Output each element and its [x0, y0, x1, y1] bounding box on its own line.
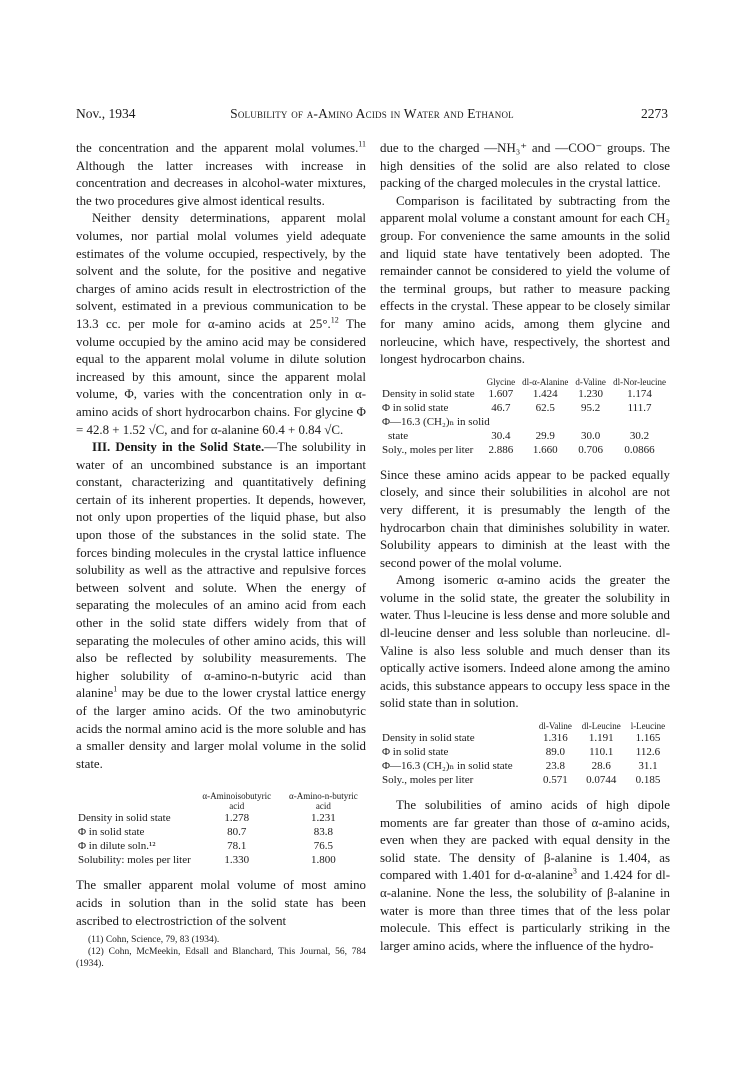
- table-cell: 23.8: [545, 760, 566, 773]
- table-cell: 29.9: [535, 429, 555, 442]
- table-cell: 1.230: [578, 387, 603, 400]
- row-label: Density in solid state: [78, 812, 171, 825]
- table-row: [76, 811, 366, 825]
- table-cell: 111.7: [627, 401, 652, 414]
- table-cell: 76.5: [313, 840, 333, 853]
- reference-marker: 3: [572, 867, 577, 877]
- footnote: (11) Cohn, Science, 79, 83 (1934).: [88, 935, 220, 946]
- column-header: α-Amino-n-butyric acid: [288, 791, 358, 812]
- packing-table: [380, 377, 670, 457]
- row-label: Density in solid state: [382, 732, 475, 745]
- table-cell: 1.660: [532, 443, 558, 456]
- table-row: [380, 759, 670, 773]
- table-cell: 1.800: [310, 854, 336, 867]
- table-row: [380, 773, 670, 787]
- column-header: [76, 791, 193, 811]
- text-run: Although the latter increases with increase in concentration and decreases in alcohol-water mixtures, the two procedures give almost identical results.: [76, 158, 366, 208]
- row-label: Soly., moles per liter: [382, 774, 474, 787]
- row-label: Solubility: moles per liter: [78, 854, 191, 867]
- table-cell: 112.6: [635, 746, 661, 759]
- table-cell: 83.8: [313, 826, 333, 839]
- table-row: [380, 443, 670, 457]
- table-cell: 2.886: [488, 443, 514, 456]
- page-header: [76, 106, 668, 126]
- right-column: [380, 140, 670, 955]
- table-cell: 78.1: [227, 840, 247, 853]
- column-header: l-Leucine: [630, 721, 666, 732]
- table-cell: 46.7: [491, 401, 511, 414]
- table-cell: 1.278: [224, 812, 250, 825]
- table-cell: 1.174: [627, 387, 652, 400]
- text-run: the concentration and the apparent molal volumes.: [76, 141, 359, 155]
- paragraph: Since these amino acids appear to be packed equally closely, and since their solubilities in alcohol are not very different, it is presumably the length of the hydrocarbon chain that diminishes solubility in water. Solubility appears to diminish at the least with the second power of the molal volume.: [380, 467, 670, 570]
- table-cell: 0.0866: [624, 443, 655, 456]
- journal-date: Nov., 1934: [76, 106, 136, 121]
- text-run: may be due to the lower crystal lattice energy of the larger amino acids. Of the two aminobutyric acids the normal amino acid is the more soluble and has a smaller density and larger molal volume in the solid state.: [76, 686, 366, 771]
- reference-marker: 11: [358, 139, 366, 149]
- row-label: Φ in solid state: [382, 746, 449, 759]
- table-row: [76, 825, 366, 839]
- column-header: dl-Valine: [538, 721, 572, 732]
- table-cell: 0.706: [578, 443, 603, 456]
- section-heading: III. Density in the Solid State.: [92, 440, 265, 455]
- table-row: [380, 387, 670, 401]
- table-cell: 95.2: [580, 401, 601, 414]
- table-cell: 28.6: [591, 760, 611, 773]
- row-label: Soly., moles per liter: [382, 443, 474, 456]
- paragraph: Comparison is facilitated by subtracting from the apparent molal volume a constant amount for each CH₂ group. For convenience the same amounts in the solid and liquid state have tentatively been adopted. The remainder cannot be considered to yield the volume of the terminal groups, but rather to measure packing effects in the crystal. These appear to be closely similar for many amino acids, among them glycine and norleucine, which have, respectively, the shortest and longest hydrocarbon chains.: [380, 193, 670, 367]
- paragraph: The smaller apparent molal volume of most amino acids in solution than in the solid state has been ascribed to electrostriction of the solvent: [76, 878, 366, 928]
- footnote: (12) Cohn, McMeekin, Edsall and Blanchard, This Journal, 56, 784 (1934).: [76, 947, 366, 970]
- row-label: Φ—16.3 (CH₂)ₙ in solid state: [382, 760, 513, 773]
- table-row: [380, 731, 670, 745]
- table-cell: 110.1: [589, 746, 614, 759]
- table-cell: 31.1: [638, 760, 658, 773]
- paragraph: due to the charged —NH₃⁺ and —COO⁻ groups. The high densities of the solid are also related to close packing of the charged molecules in the crystal lattice.: [380, 141, 670, 191]
- table-row: [380, 429, 670, 443]
- row-label: Density in solid state: [382, 387, 475, 400]
- row-label: state: [388, 429, 409, 442]
- column-header: [380, 377, 484, 387]
- table-cell: 1.165: [635, 732, 661, 745]
- isomer-table: [380, 721, 670, 787]
- text-run: and 1.424 for dl-α-alanine. None the less, the solubility of β-alanine in water is more than three times that of the less polar molecule. This effect is particularly striking in the larger amino acids, where the influence of the hydro-: [380, 868, 670, 953]
- left-column: [76, 140, 366, 970]
- table-cell: 1.424: [532, 387, 558, 400]
- running-title: Solubility of α-Amino Acids in Water and Ethanol: [230, 106, 514, 121]
- table-cell: 89.0: [545, 746, 566, 759]
- table-cell: 0.571: [543, 774, 568, 787]
- row-label: Φ in solid state: [382, 401, 449, 414]
- table-cell: 1.330: [224, 854, 250, 867]
- text-run: The volume occupied by the amino acid may be considered equal to the apparent molal volume in dilute solution increased by this amount, since the apparent molal volume, Φ, varies with the concentration only in α-amino acids of short hydrocarbon chains. For glycine Φ = 42.8 + 1.52 √C, and for α-alanine 60.4 + 0.84 √C.: [76, 316, 366, 437]
- text-run: —The solubility in water of an uncombined substance is an important constant, characterizing and quantitatively defining certain of its inherent properties. It depends, however, not only upon properties of the liquid phase, but also upon those of the substances in the solid state. The forces binding molecules in the crystal lattice influence solubility as well as the attractive and repulsive forces between solvent and solute. When the energy of separating the molecules of an amino acid from each other in the solid state differs widely from that of separating the molecules of other amino acids, this will also be reflected by solubility measurements. The higher solubility of α-amino-n-butyric acid than alanine: [76, 440, 366, 701]
- table-row: [380, 401, 670, 415]
- table-cell: 1.231: [310, 812, 336, 825]
- column-header: dl-Leucine: [581, 721, 621, 732]
- table-row: [76, 853, 366, 867]
- table-row: [380, 415, 670, 429]
- table-cell: 0.0744: [586, 774, 617, 787]
- paragraph: [76, 210, 366, 439]
- column-header: d-Valine: [575, 376, 606, 387]
- footnotes: [76, 934, 366, 970]
- page-number: 2273: [641, 106, 668, 121]
- row-label: Φ—16.3 (CH₂)ₙ in solid: [382, 415, 490, 428]
- paragraph: [76, 140, 366, 210]
- table-cell: 1.191: [588, 732, 614, 745]
- table-cell: 30.4: [491, 429, 511, 442]
- text-run: The solubilities of amino acids of high dipole moments are far greater than those of α-amino acids, even when they are packed with equal density in the solid state. The density of β-alanine is 1.404, as compared with 1.401 for d-α-alanine: [380, 798, 670, 883]
- table-cell: 30.2: [629, 429, 650, 442]
- table-cell: 1.316: [543, 732, 568, 745]
- aminobutyric-table: [76, 791, 366, 867]
- table-cell: 1.607: [488, 387, 514, 400]
- paragraph: [380, 797, 670, 955]
- table-row: [76, 839, 366, 853]
- reference-marker: 12: [330, 315, 339, 325]
- reference-marker: 1: [113, 685, 118, 695]
- paragraph: [76, 439, 366, 773]
- table-cell: 30.0: [580, 429, 601, 442]
- table-row: [380, 745, 670, 759]
- paragraph: Among isomeric α-amino acids the greater the volume in the solid state, the greater the solubility in water. Thus l-leucine is less dense and more soluble and dl-leucine denser and less soluble than norleucine. dl-Valine is also less soluble and much denser than its optically active isomers. Indeed alone among the amino acids, this substance appears to occupy less space in the solid state than in solution.: [380, 573, 670, 711]
- column-header: α-Aminoisobutyric acid: [202, 791, 272, 812]
- column-header: Glycine: [486, 376, 516, 387]
- table-cell: 62.5: [535, 401, 555, 414]
- table-cell: 80.7: [227, 826, 247, 839]
- row-label: Φ in solid state: [78, 826, 145, 839]
- column-header: [380, 721, 534, 731]
- text-run: Neither density determinations, apparent molal volumes, nor partial molal volumes yield adequate estimates of the volume occupied, respectively, by the solvent and the solute, for the positive and negative charges of amino acids result in electrostriction of the solvent, estimated in a previous communication to be 13.3 cc. per mole for α-amino acids at 25°.: [76, 211, 366, 331]
- column-header: dl-α-Alanine: [522, 376, 569, 387]
- table-cell: 0.185: [635, 774, 661, 787]
- column-header: dl-Nor-leucine: [613, 376, 666, 387]
- row-label: Φ in dilute soln.¹²: [78, 840, 156, 853]
